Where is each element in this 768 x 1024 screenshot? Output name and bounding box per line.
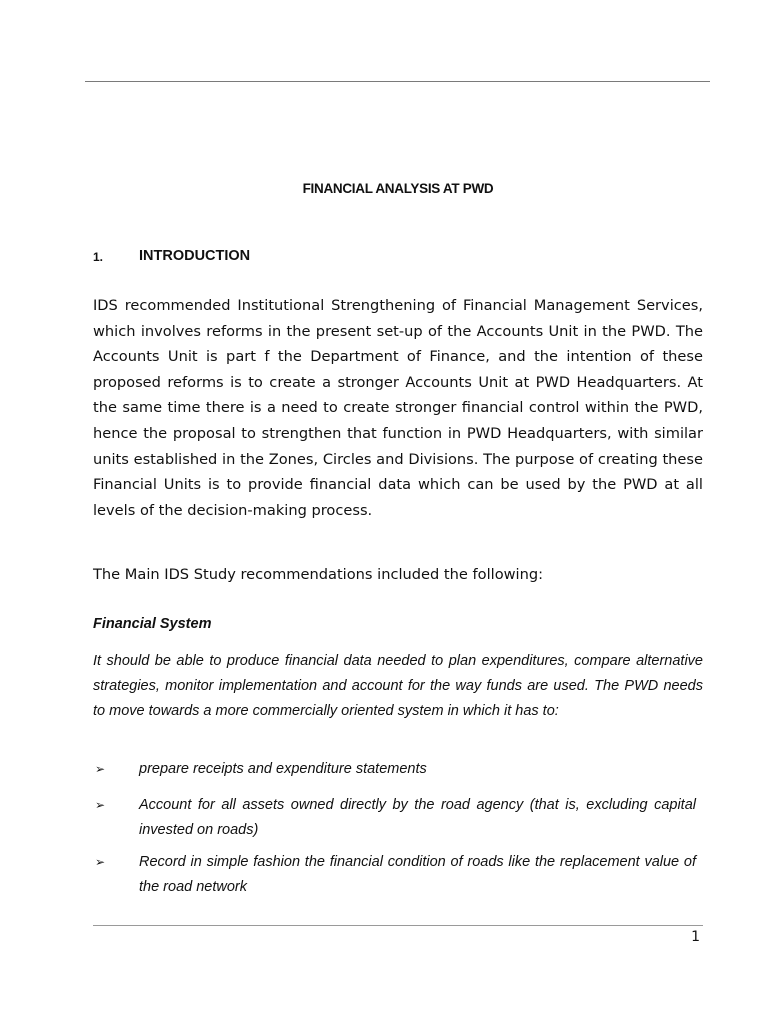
subsection-heading: Financial System bbox=[93, 616, 212, 632]
list-item-text: prepare receipts and expenditure statements bbox=[139, 761, 427, 777]
list-item-text: Record in simple fashion the financial condition of roads like the replacement value of the road network bbox=[139, 854, 696, 896]
arrow-bullet-icon: ➢ bbox=[95, 762, 106, 776]
document-title: FINANCIAL ANALYSIS AT PWD bbox=[302, 181, 494, 196]
section-number: 1. bbox=[93, 250, 104, 264]
list-item bbox=[93, 793, 703, 843]
list-item-text: Account for all assets owned directly by the road agency (that is, excluding capital invested on roads) bbox=[139, 797, 696, 839]
subsection-text: It should be able to produce financial data needed to plan expenditures, compare alternative strategies, monitor implementation and account for the way funds are used. The PWD needs to move towards a more commercially oriented system in which it has to: bbox=[93, 653, 703, 720]
arrow-bullet-icon: ➢ bbox=[95, 855, 106, 869]
arrow-bullet-icon: ➢ bbox=[95, 798, 106, 812]
list-item bbox=[93, 850, 703, 900]
recommendations-lead: The Main IDS Study recommendations included the following: bbox=[93, 566, 544, 583]
header-rule bbox=[85, 81, 710, 82]
page-number: 1 bbox=[691, 929, 700, 945]
footer-rule bbox=[93, 925, 703, 926]
list-item bbox=[93, 757, 703, 782]
intro-paragraph: IDS recommended Institutional Strengthening of Financial Management Services, which involves reforms in the present set-up of the Accounts Unit in the PWD. The Accounts Unit is part f the Department of Finance, and the intention of these proposed reforms is to create a stronger Accounts Unit at PWD Headquarters. At the same time there is a need to create stronger financial control within the PWD, hence the proposal to strengthen that function in PWD Headquarters, with similar units established in the Zones, Circles and Divisions. The purpose of creating these Financial Units is to provide financial data which can be used by the PWD at all levels of the decision-making process. bbox=[93, 297, 703, 519]
section-heading: INTRODUCTION bbox=[139, 248, 251, 264]
